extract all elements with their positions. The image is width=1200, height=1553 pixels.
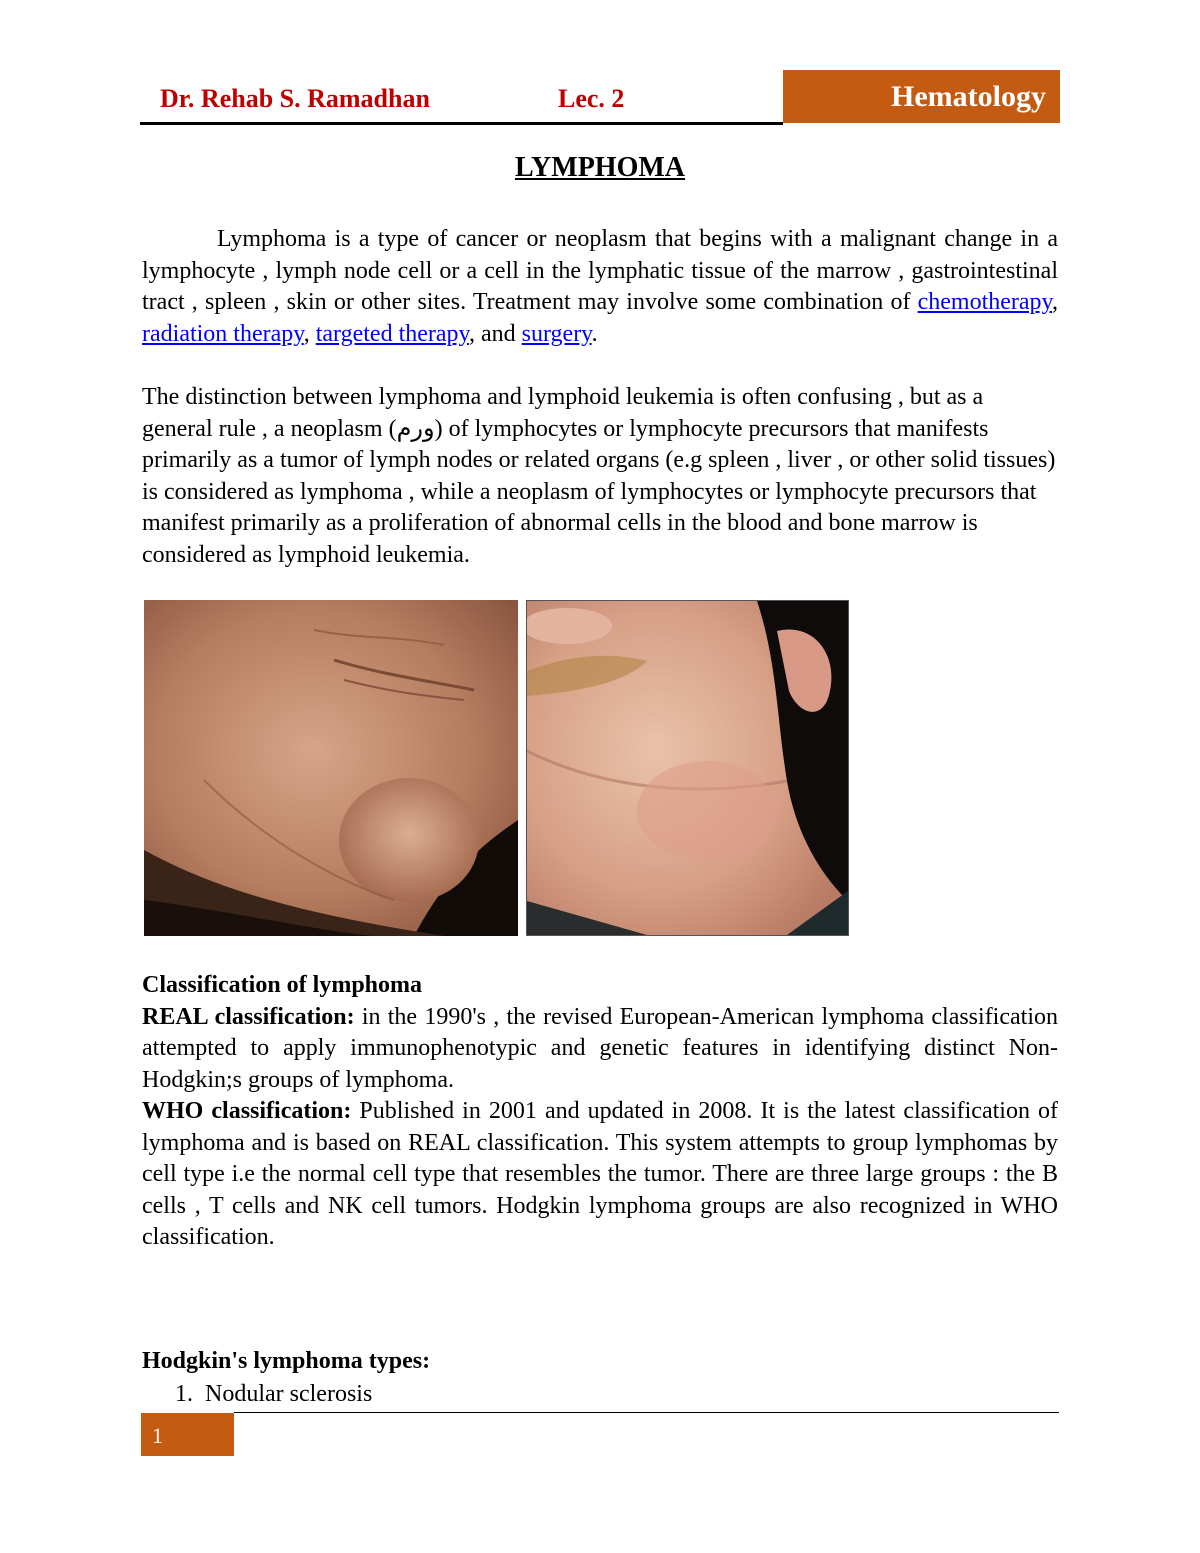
surgery-link[interactable]: surgery — [521, 320, 592, 347]
intro-text: Lymphoma is a type of cancer or neoplasm that begins with a malignant change in a lymphocyte , lymph node cell or a cell in the lymphatic tissue of the marrow , gastrointestinal tract , spleen , skin or other sites. Treatment may involve some combination of — [142, 226, 1058, 315]
who-classification-text: Published in 2001 and updated in 2008. It is the latest classification of lymphoma and is based on REAL classification. This system attempts to group lymphomas by cell type i.e the normal cell type that resembles the tumor. There are three large groups : the B cells , T cells and NK cell tumors. Hodgkin lymphoma groups are also recognized in WHO classification. — [142, 1098, 1058, 1250]
chemotherapy-link[interactable]: chemotherapy — [917, 289, 1052, 315]
list-item — [175, 1381, 372, 1408]
targeted-therapy-link[interactable]: targeted therapy — [315, 320, 469, 347]
lecture-number: Lec. 2 — [558, 84, 625, 113]
who-classification-paragraph — [142, 1096, 1058, 1254]
header-rule — [140, 70, 783, 125]
intro-paragraph — [142, 224, 1058, 350]
real-classification-paragraph — [142, 1002, 1058, 1097]
intro-separator: , — [1052, 289, 1058, 315]
classification-heading: Classification of lymphoma — [142, 972, 423, 998]
intro-separator: , and — [468, 320, 522, 347]
lymphoma-face-photo — [144, 600, 518, 936]
intro-end: . — [591, 320, 598, 347]
author-name: Dr. Rehab S. Ramadhan — [160, 84, 430, 113]
intro-separator: , — [303, 320, 316, 347]
subject-title: Hematology — [891, 80, 1046, 113]
page-number-box — [141, 1413, 234, 1456]
page-title: LYMPHOMA — [514, 152, 686, 183]
list-item-label: Nodular sclerosis — [205, 1381, 373, 1407]
classification-section — [142, 970, 1058, 1254]
footer-rule — [234, 1412, 1059, 1413]
distinction-paragraph: The distinction between lymphoma and lymphoid leukemia is often confusing , but as a general rule , a neoplasm (ورم) of lymphocytes or lymphocyte precursors that manifests primarily as a tumor of lymph nodes or related organs (e.g spleen , liver , or other solid tissues) is considered as lymphoma , while a neoplasm of lymphocytes or lymphocyte precursors that manifest primarily as a proliferation of abnormal cells in the blood and bone marrow is considered as lymphoid leukemia. — [142, 384, 1056, 568]
lymphoma-neck-photo — [526, 600, 849, 936]
real-classification-text: in the 1990's , the revised European-American lymphoma classification attempted to apply immunophenotypic and genetic features in identifying distinct Non-Hodgkin;s groups of lymphoma. — [142, 1003, 1058, 1093]
real-classification-label: REAL classification: — [142, 1003, 355, 1030]
list-item-number: 1. — [175, 1381, 193, 1407]
radiation-therapy-link[interactable]: radiation therapy — [142, 320, 304, 347]
page-header — [140, 70, 1060, 124]
subject-banner — [783, 70, 1060, 123]
page-number: 1 — [152, 1423, 163, 1448]
hodgkin-types-heading: Hodgkin's lymphoma types: — [142, 1348, 431, 1374]
who-classification-label: WHO classification: — [142, 1098, 352, 1124]
